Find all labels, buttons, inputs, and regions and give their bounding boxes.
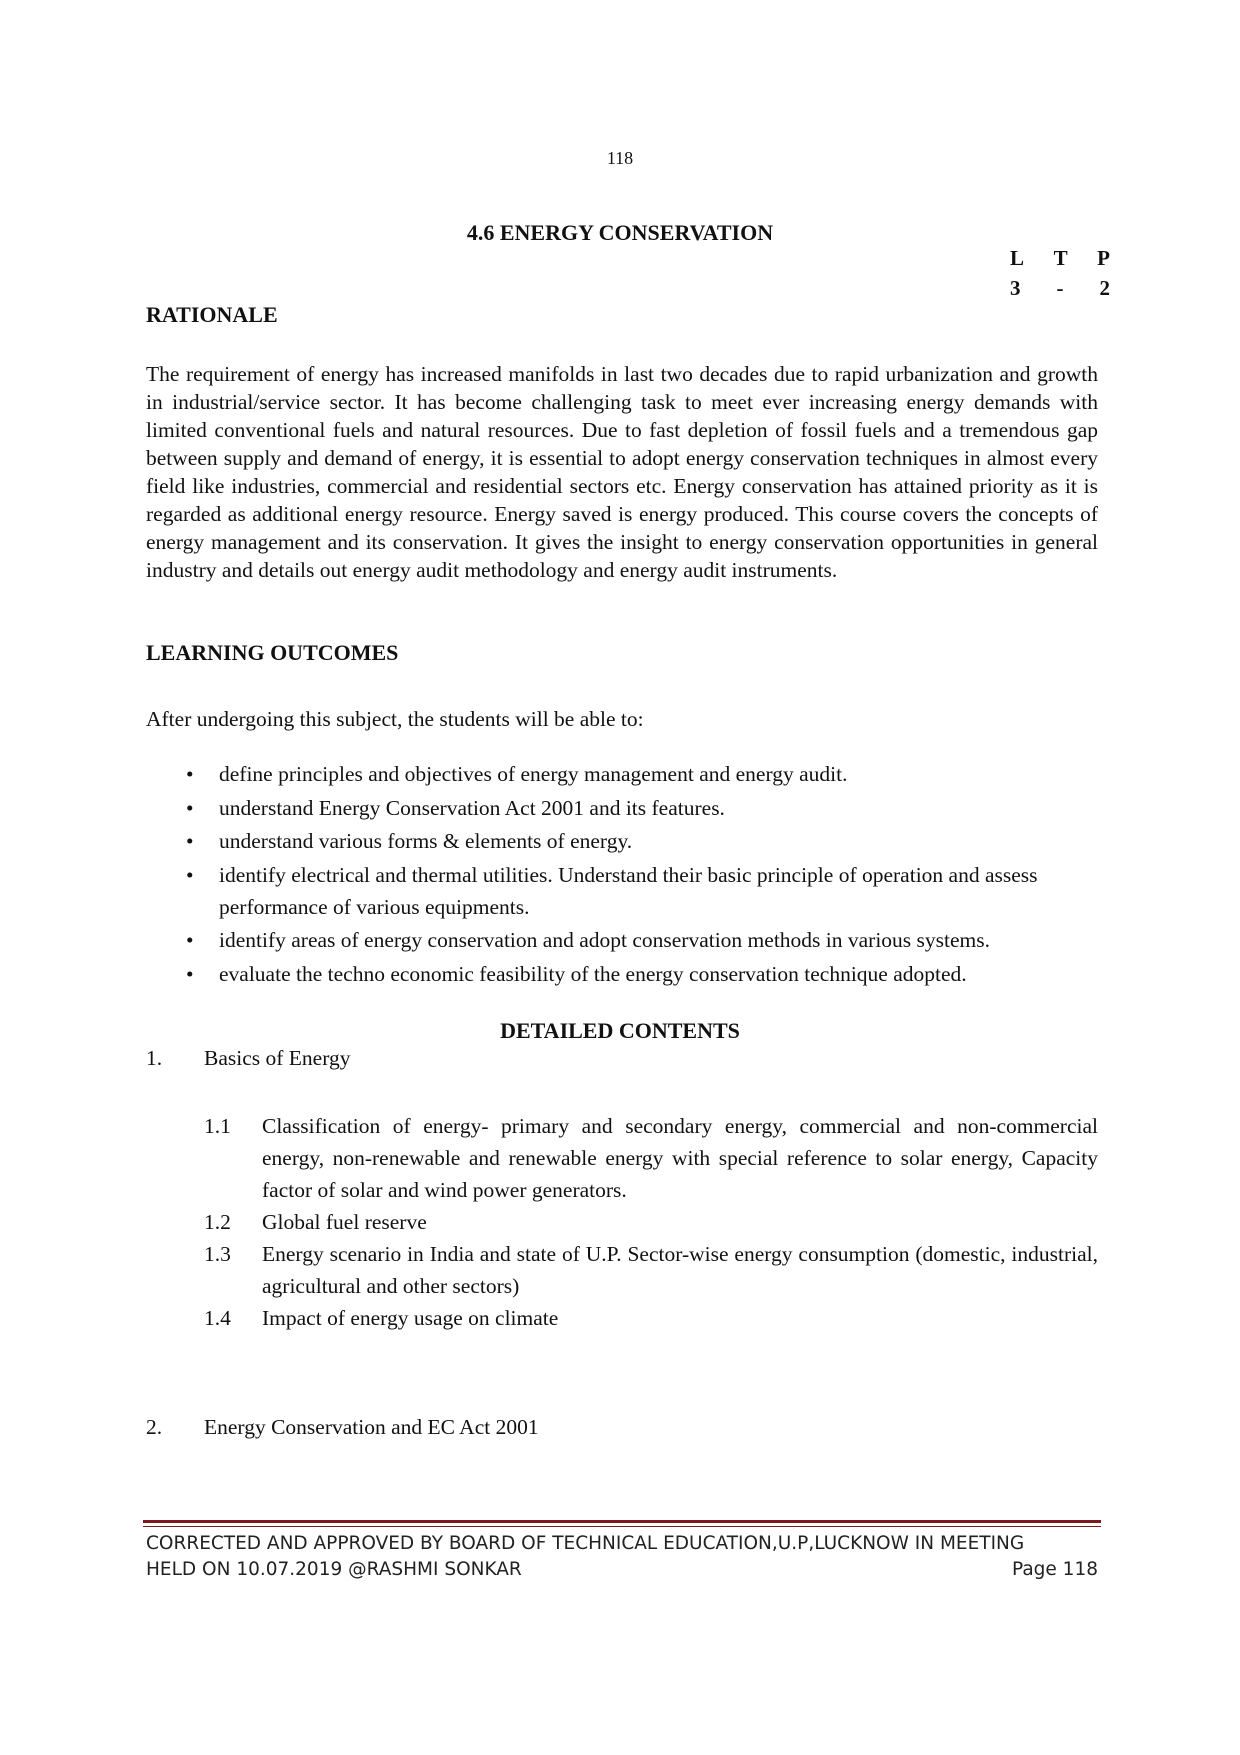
list-item: • understand Energy Conservation Act 2001 and its features.	[146, 792, 1098, 824]
subsection-text: Classification of energy- primary and secondary energy, commercial and non-commercial energy, non-renewable and renewable energy with special reference to solar energy, Capacity factor of solar and wind power generators.	[262, 1114, 1098, 1202]
list-item: • identify electrical and thermal utilities. Understand their basic principle of operation and assess performance of various equipments.	[146, 859, 1098, 923]
subsection-1-1	[204, 1110, 1098, 1206]
ltp-label-p: P	[1097, 246, 1110, 270]
section-title: Basics of Energy	[204, 1046, 351, 1070]
subsection-number: 1.1	[204, 1114, 231, 1138]
bullet-icon: •	[186, 762, 194, 786]
subsection-number: 1.4	[204, 1306, 231, 1330]
subsection-1-2	[204, 1206, 1098, 1238]
bullet-icon: •	[186, 961, 194, 986]
rationale-paragraph: The requirement of energy has increased manifolds in last two decades due to rapid urbanization and growth in industrial/service sector. It has become challenging task to meet ever increasing energy demands with limited conventional fuels and natural resources. Due to fast depletion of fossil fuels and a tremendous gap between supply and demand of energy, it is essential to adopt energy conservation techniques in almost every field like industries, commercial and residential sectors etc. Energy conservation has attained priority as it is regarded as additional energy resource. Energy saved is energy produced. This course covers the concepts of energy management and its conservation. It gives the insight to energy conservation opportunities in general industry and details out energy audit methodology and energy audit instruments.	[146, 362, 1098, 582]
section-number: 1.	[146, 1046, 163, 1070]
learning-outcomes-heading: LEARNING OUTCOMES	[146, 640, 399, 665]
section-number: 2.	[146, 1415, 163, 1439]
footer-page-label: Page 118	[1012, 1559, 1098, 1580]
page-title: 4.6 ENERGY CONSERVATION	[466, 220, 774, 245]
subsection-1-4	[204, 1302, 1098, 1334]
ltp-label-l: L	[1010, 246, 1025, 270]
subsection-text: Global fuel reserve	[262, 1210, 427, 1234]
footer-line-1: CORRECTED AND APPROVED BY BOARD OF TECHNICAL EDUCATION,U.P,LUCKNOW IN MEETING	[146, 1533, 1025, 1554]
subsection-number: 1.2	[204, 1210, 231, 1234]
section-1-subsections	[204, 1110, 1098, 1334]
bullet-icon: •	[186, 862, 194, 887]
list-item: • understand various forms & elements of energy.	[146, 825, 1098, 857]
learning-outcomes-list	[146, 758, 1098, 991]
footer-line-2	[146, 1559, 1098, 1580]
rationale-heading: RATIONALE	[146, 302, 278, 327]
footer-divider	[143, 1520, 1101, 1527]
ltp-values	[1010, 276, 1110, 301]
bullet-icon: •	[186, 928, 194, 952]
subsection-text: Impact of energy usage on climate	[262, 1306, 559, 1330]
section-title: Energy Conservation and EC Act 2001	[204, 1415, 539, 1439]
ltp-value-t: -	[1056, 276, 1064, 300]
ltp-value-p: 2	[1099, 276, 1110, 300]
list-item: • define principles and objectives of energy management and energy audit.	[146, 758, 1098, 790]
bullet-icon: •	[186, 829, 194, 853]
subsection-1-3	[204, 1238, 1098, 1302]
ltp-label-t: T	[1053, 246, 1068, 270]
subsection-number: 1.3	[204, 1242, 231, 1266]
list-item: • evaluate the techno economic feasibility of the energy conservation technique adopted.	[146, 958, 1098, 990]
ltp-labels	[1010, 246, 1110, 271]
list-item: • identify areas of energy conservation and adopt conservation methods in various systems.	[146, 924, 1098, 956]
subsection-text: Energy scenario in India and state of U.P. Sector-wise energy consumption (domestic, industrial, agricultural and other sectors)	[262, 1242, 1098, 1298]
learning-outcomes-intro: After undergoing this subject, the students will be able to:	[146, 707, 644, 731]
ltp-value-l: 3	[1010, 276, 1021, 300]
bullet-icon: •	[186, 795, 194, 820]
footer-approval-text: HELD ON 10.07.2019 @RASHMI SONKAR	[146, 1559, 522, 1580]
page-number: 118	[606, 148, 634, 168]
detailed-contents-heading: DETAILED CONTENTS	[500, 1018, 740, 1043]
